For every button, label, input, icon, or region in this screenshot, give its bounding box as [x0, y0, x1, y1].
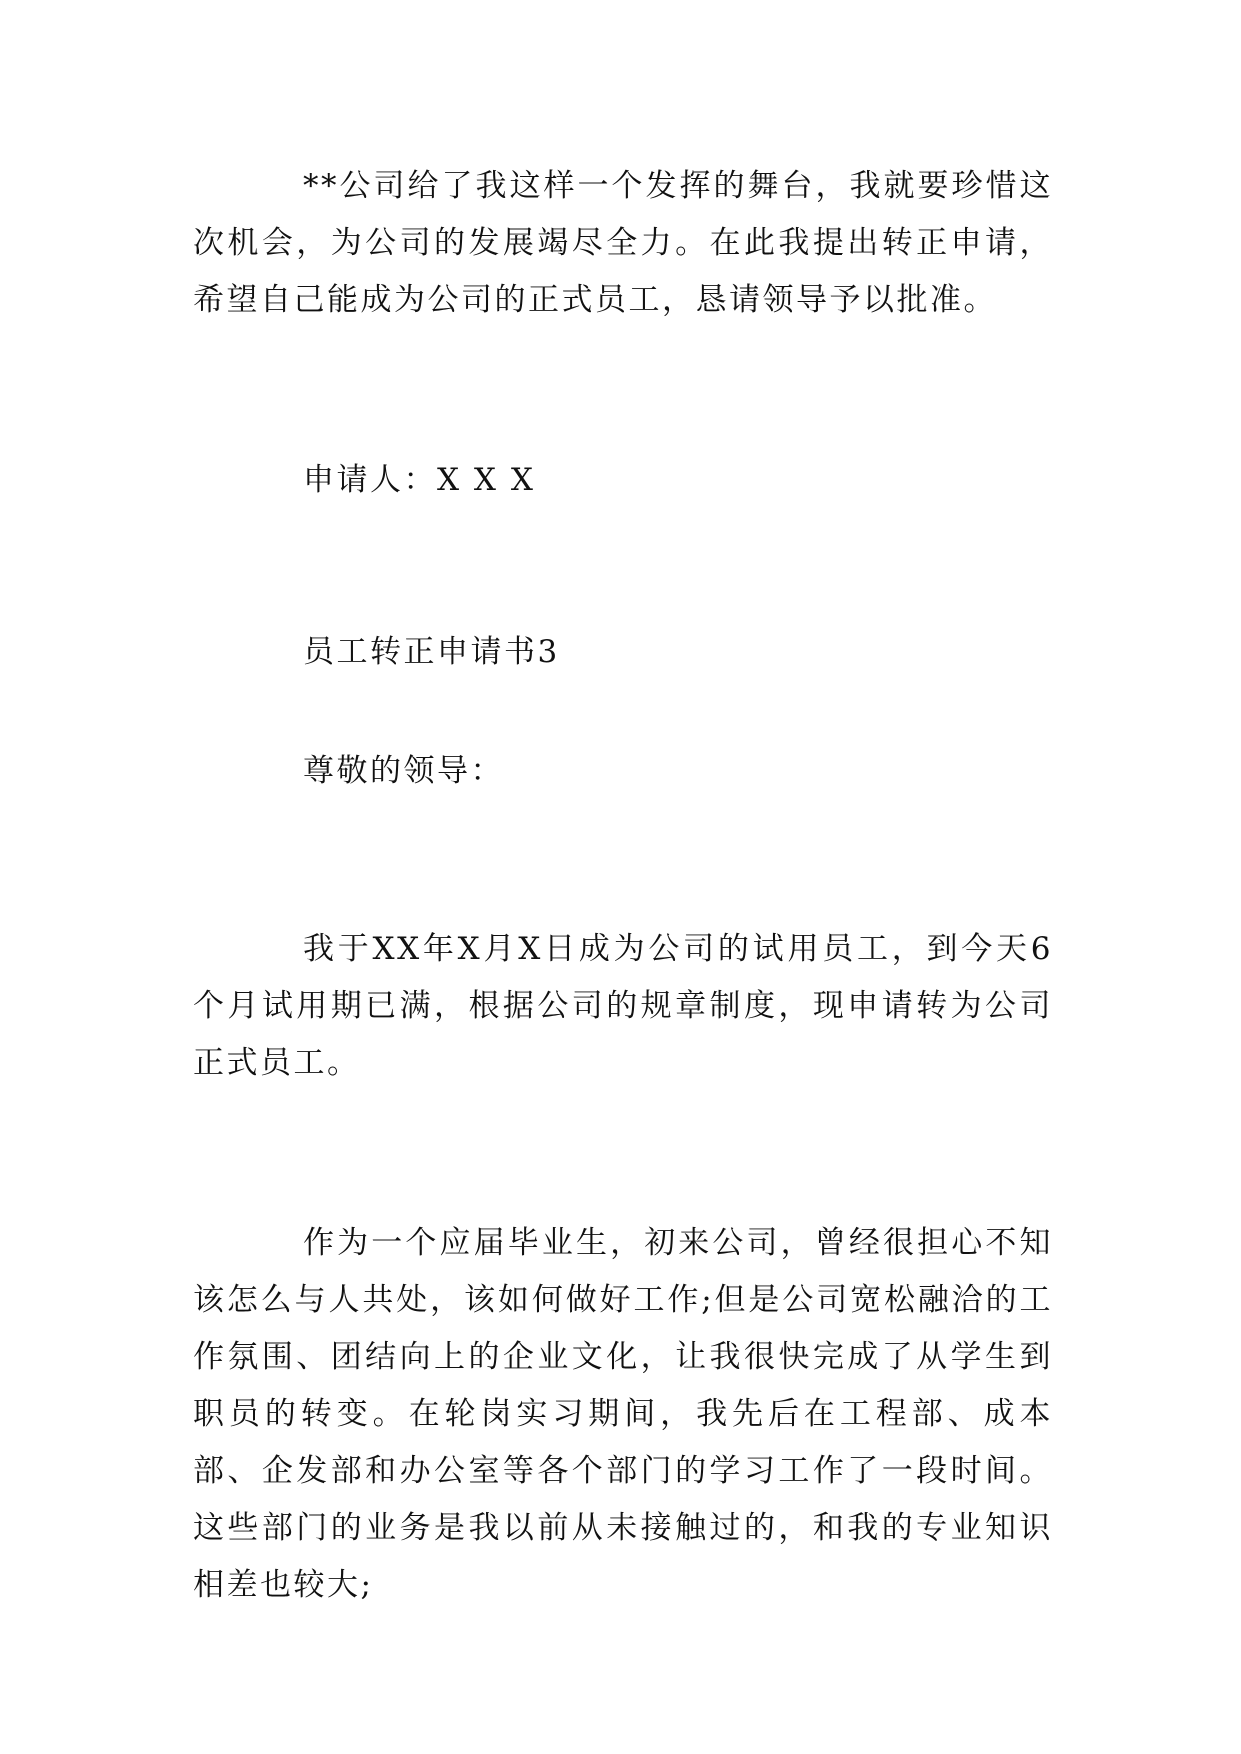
intro-paragraph: 我于XX年X月X日成为公司的试用员工，到今天6个月试用期已满，根据公司的规章制度，现申请转为公司正式员工。	[193, 931, 1053, 1081]
section-heading: 员工转正申请书3	[303, 634, 560, 670]
closing-paragraph: **公司给了我这样一个发挥的舞台，我就要珍惜这次机会，为公司的发展竭尽全力。在此我提出转正申请，希望自己能成为公司的正式员工，恳请领导予以批准。	[193, 168, 1053, 318]
salutation: 尊敬的领导：	[303, 753, 504, 789]
applicant-signature: 申请人：X X X	[303, 462, 536, 498]
body-paragraph: 作为一个应届毕业生，初来公司，曾经很担心不知该怎么与人共处，该如何做好工作;但是公司宽松融洽的工作氛围、团结向上的企业文化，让我很快完成了从学生到职员的转变。在轮岗实习期间，我先后在工程部、成本部、企发部和办公室等各个部门的学习工作了一段时间。这些部门的业务是我以前从未接触过的，和我的专业知识相差也较大;	[193, 1225, 1053, 1603]
